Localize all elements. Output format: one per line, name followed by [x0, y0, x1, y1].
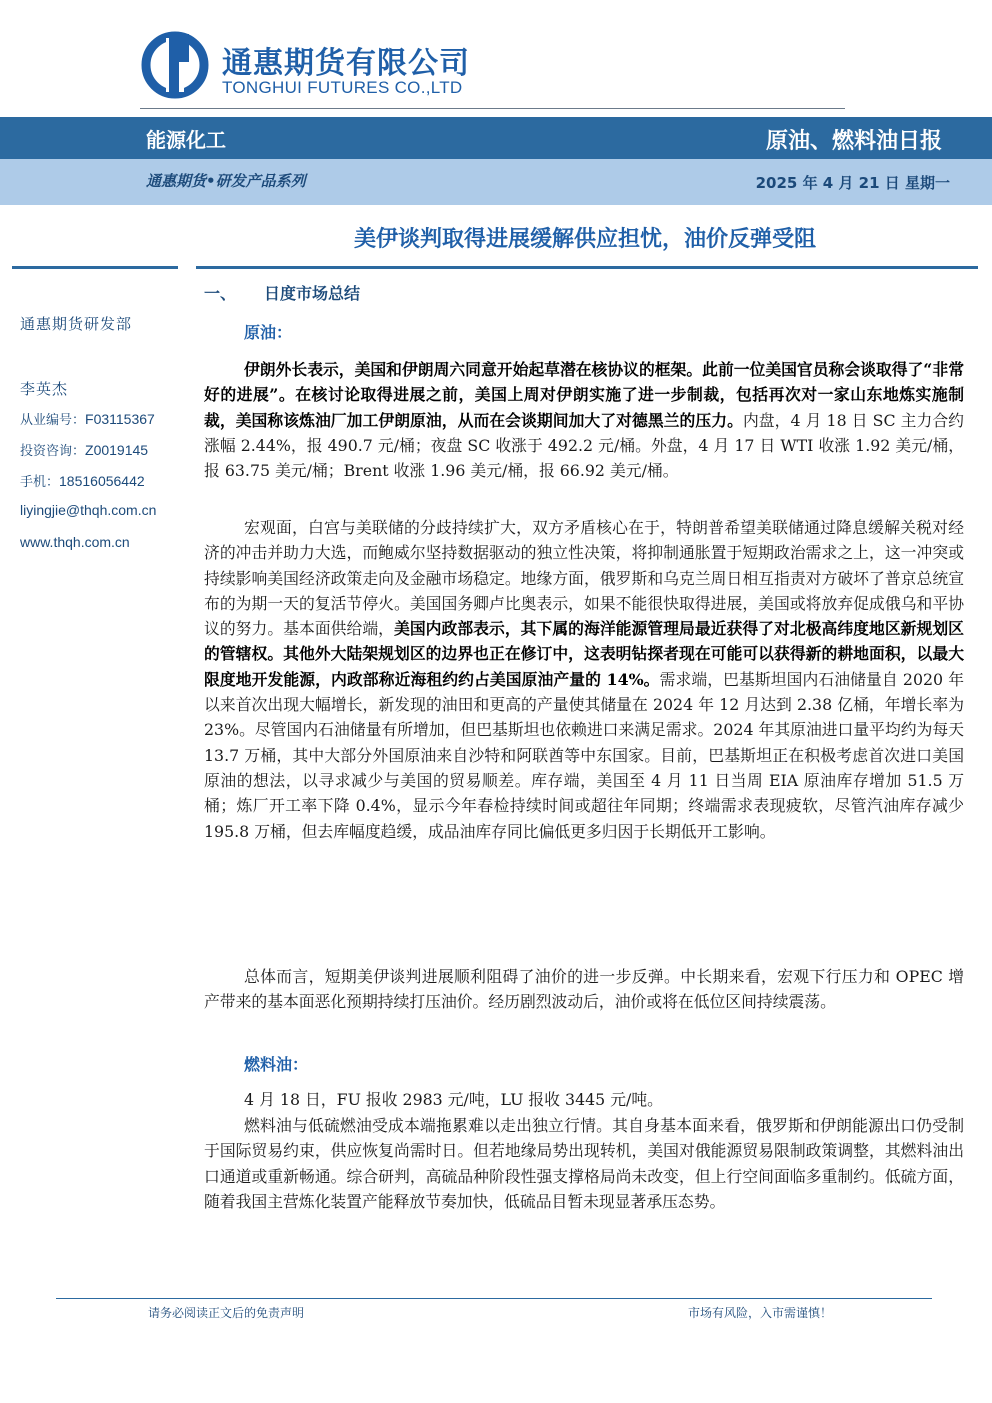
risk-warning: 市场有风险，入市需谨慎！	[687, 1306, 832, 1320]
report-series: 通惠期货•研发产品系列	[146, 172, 306, 190]
crude-p2-b: 需求端，巴基斯坦国内石油储量自 2020 年以来首次出现大幅增长，新发现的油田和更高的产量使其储量在 2024 年 12 月达到 2.38 亿桶，年增长率为 23%。尽管国内石油储量有所增加，但巴基斯坦也依赖进口来满足需求。2024 年其原油进口量平均约为每天 13.7 万桶，其中大部分外国原油来自沙特和阿联酋等中东国家。目前，巴基斯坦正在积极考虑首次进口美国原油的想法，以寻求减少与美国的贸易顺差。库存端，美国至 4 月 11 日当周 EIA 原油库存增加 51.5 万桶；炼厂开工率下降 0.4%，显示今年春检持续时间或超往年同期；终端需求表现疲软，尽管汽油库存减少 195.8 万桶，但去库幅度趋缓，成品油库存同比偏低更多归因于长期低开工影响。	[204, 669, 965, 841]
report-date: 2025 年 4 月 21 日 星期一	[755, 174, 950, 192]
analyst-email[interactable]: liyingjie@thqh.com.cn	[20, 502, 157, 518]
crude-paragraph-3: 总体而言，短期美伊谈判进展顺利阻碍了油价的进一步反弹。中长期来看，宏观下行压力和 OPEC 增产带来的基本面恶化预期持续打压油价。经历剧烈波动后，油价或将在低位区间持续震荡。	[204, 967, 964, 1012]
section-title: 日度市场总结	[264, 284, 361, 303]
crude-p1-bold: 伊朗外长表示，美国和伊朗周六同意开始起草潜在核协议的框架。此前一位美国官员称会谈取得了“非常好的进展”。在核讨论取得进展之前，美国上周对伊朗实施了进一步制裁，包括再次对一家山东地炼实施制裁，美国称该炼油厂加工伊朗原油，从而在会谈期间加大了对德黑兰的压力。	[204, 360, 964, 430]
sidebar-rule	[12, 266, 178, 269]
license-number	[20, 409, 190, 428]
company-logo-icon	[140, 30, 210, 100]
company-name-en: TONGHUI FUTURES CO.,LTD	[222, 78, 463, 97]
crude-p2-bold: 美国内政部表示，其下属的海洋能源管理局最近获得了对北极高纬度地区新规划区的管辖权。其他外大陆架规划区的边界也正在修订中，这表明钻探者现在可能可以获得新的耕地面积，以最大限度地开发能源，内政部称近海租约约占美国原油产量的 14%。	[204, 619, 964, 689]
report-type: 原油、燃料油日报	[765, 129, 942, 154]
phone-label: 手机：	[20, 475, 60, 490]
header-rule	[140, 108, 845, 109]
footer-rule	[56, 1298, 932, 1299]
report-headline: 美伊谈判取得进展缓解供应担忧，油价反弹受阻	[353, 227, 816, 252]
consult-label: 投资咨询：	[20, 444, 86, 459]
department-name: 通惠期货研发部	[20, 315, 133, 333]
section-number: 一、	[204, 284, 237, 303]
content-rule	[196, 266, 978, 269]
crude-p1-rest: 内盘，4 月 18 日 SC 主力合约涨幅 2.44%，报 490.7 元/桶；夜盘 SC 收涨于 492.2 元/桶。外盘，4 月 17 日 WTI 收涨 1.92 美元/桶，报 63.75 美元/桶；Brent 收涨 1.96 美元/桶，报 66.92 美元/桶。	[204, 410, 964, 481]
fuel-heading: 燃料油：	[244, 1055, 309, 1074]
phone-number	[20, 471, 190, 490]
crude-heading: 原油：	[244, 323, 293, 342]
company-website[interactable]: www.thqh.com.cn	[20, 534, 130, 550]
analyst-sidebar	[20, 313, 190, 566]
consult-value: Z0019145	[85, 442, 149, 458]
consult-number	[20, 440, 190, 459]
company-name-cn: 通惠期货有限公司	[222, 46, 470, 81]
license-label: 从业编号：	[20, 413, 86, 428]
crude-p2-a: 宏观面，白宫与美联储的分歧持续扩大，双方矛盾核心在于，特朗普希望美联储通过降息缓解关税对经济的冲击并助力大选，而鲍威尔坚持数据驱动的独立性决策，将抑制通胀置于短期政治需求之上，这一冲突或持续影响美国经济政策走向及金融市场稳定。地缘方面，俄罗斯和乌克兰周日相互指责对方破坏了普京总统宣布的为期一天的复活节停火。美国国务卿卢比奥表示，如果不能很快取得进展，美国或将放弃促成俄乌和平协议的努力。基本面供给端，	[204, 518, 964, 639]
analyst-name: 李英杰	[20, 380, 69, 398]
disclaimer-note: 请务必阅读正文后的免责声明	[148, 1306, 305, 1320]
crude-paragraph-2	[204, 515, 964, 844]
section-heading	[204, 281, 360, 304]
license-value: F03115367	[85, 411, 155, 427]
crude-paragraph-1	[204, 357, 964, 483]
report-category: 能源化工	[146, 128, 226, 152]
fuel-paragraph-1: 4 月 18 日，FU 报收 2983 元/吨，LU 报收 3445 元/吨。	[244, 1090, 663, 1109]
fuel-paragraph-2: 燃料油与低硫燃油受成本端拖累难以走出独立行情。其自身基本面来看，俄罗斯和伊朗能源出口仍受制于国际贸易约束，供应恢复尚需时日。但若地缘局势出现转机，美国对俄能源贸易限制政策调整，其燃料油出口通道或重新畅通。综合研判，高硫品种阶段性强支撑格局尚未改变，但上行空间面临多重制约。低硫方面，随着我国主营炼化装置产能释放节奏加快，低硫品目暂未现显著承压态势。	[204, 1116, 964, 1211]
phone-value: 18516056442	[59, 473, 145, 489]
